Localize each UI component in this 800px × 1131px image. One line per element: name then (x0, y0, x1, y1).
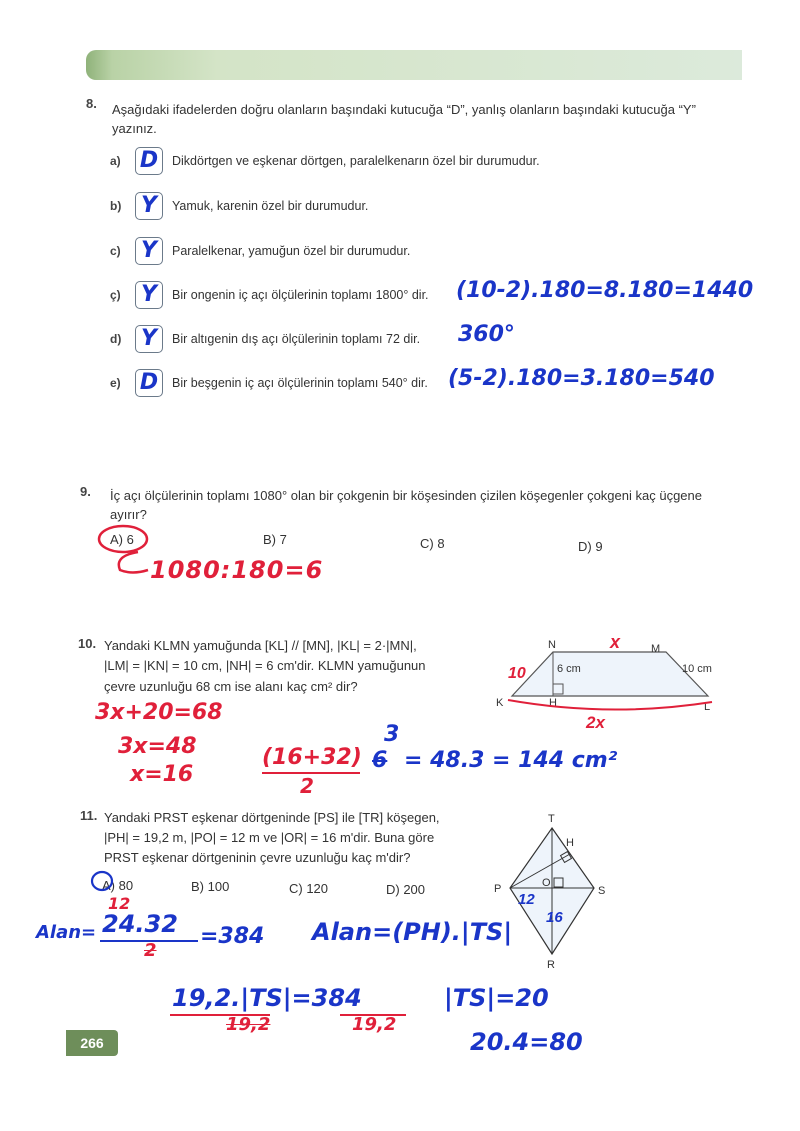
q8-statement: Paralelkenar, yamuğun özel bir durumudur. (172, 244, 411, 258)
q10-area-main: (16+32) (262, 745, 362, 770)
label-o: O (542, 877, 551, 889)
q8-item-letter: ç) (110, 288, 121, 302)
q11-top: 24.32 (102, 910, 178, 938)
label-m: M (651, 643, 661, 655)
q8-statement: Bir ongenin iç açı ölçülerinin toplamı 1800° dir. (172, 288, 429, 302)
label-k: K (496, 697, 504, 709)
q8-answer-box[interactable] (135, 325, 163, 353)
label-n: N (548, 639, 556, 651)
q8-item-letter: c) (110, 244, 121, 258)
q10-area-div: 2 (300, 774, 314, 798)
q8-answer-box[interactable] (135, 237, 163, 265)
label-t: T (548, 813, 555, 825)
q11-line-2: |PH| = 19,2 m, |PO| = 12 m ve |OR| = 16 m'dir. Buna göre (104, 830, 435, 845)
q10-eq2: 3x=48 (118, 734, 197, 759)
q11-answer-circle (88, 868, 116, 894)
q9-work: 1080:180=6 (150, 556, 324, 584)
q10-six: 6 (372, 748, 388, 773)
q8-answer: Y (141, 282, 157, 307)
q9-option-a[interactable]: A) 6 (110, 532, 134, 547)
hw-10: 10 (508, 665, 526, 682)
q11-option-c[interactable]: C) 120 (289, 881, 329, 896)
hw-12: 12 (518, 891, 535, 908)
q11-ts: |TS|=20 (444, 984, 549, 1012)
hw-x: x (610, 632, 621, 652)
q8-statement: Dikdörtgen ve eşkenar dörtgen, paralelkenarın özel bir durumudur. (172, 154, 540, 168)
label-h: H (549, 697, 557, 709)
q8-answer: Y (141, 326, 157, 351)
q8-answer: D (139, 148, 159, 173)
q8-item-letter: e) (110, 376, 121, 390)
label-s: S (598, 885, 606, 897)
trapezoid-figure (490, 630, 730, 730)
q11-alan-label: Alan= (36, 922, 97, 943)
q11-den2b: 19,2 (352, 1014, 397, 1035)
q8-answer-box[interactable] (135, 281, 163, 309)
q11-line-1: Yandaki PRST eşkenar dörtgeninde [PS] ile [TR] köşegen, (104, 810, 440, 825)
q11-res1: =384 (200, 924, 265, 949)
q10-line-2: |LM| = |KN| = 10 cm, |NH| = 6 cm'dir. KLMN yamuğunun (104, 658, 426, 673)
section-banner (86, 50, 742, 80)
q8-number: 8. (86, 96, 97, 111)
q8-answer: Y (141, 193, 157, 218)
q11-option-b[interactable]: B) 100 (191, 879, 230, 894)
q11-option-a[interactable]: A) 80 (102, 878, 134, 893)
q8-answer-box[interactable] (135, 192, 163, 220)
q10-eq1: 3x+20=68 (95, 700, 223, 725)
q10-three: 3 (384, 722, 400, 747)
hw-2x: 2x (586, 713, 605, 730)
q9-text: İç açı ölçülerinin toplamı 1080° olan bir çokgenin bir köşesinden çizilen köşegenler çokgeni kaç üçgene ayırır? (110, 488, 702, 522)
q9-number: 9. (80, 484, 91, 499)
q8-answer: D (139, 370, 159, 395)
trapezoid-shape (512, 652, 708, 696)
q10-line-1: Yandaki KLMN yamuğunda [KL] // [MN], |KL| = 2·|MN|, (104, 638, 417, 653)
q9-option-d[interactable]: D) 9 (578, 539, 603, 554)
label-r: R (547, 959, 555, 968)
hw-16: 16 (546, 909, 563, 926)
q11-number: 11. (80, 808, 98, 823)
label-lm: 10 cm (682, 663, 712, 675)
q10-number: 10. (78, 636, 97, 651)
q8-statement: Bir altıgenin dış açı ölçülerinin toplamı 72 dir. (172, 332, 421, 346)
label-p: P (494, 883, 502, 895)
q11-den: 2 (144, 940, 157, 961)
q8-text: Aşağıdaki ifadelerden doğru olanların başındaki kutucuğa “D”, yanlış olanların başındaki kutucuğa “Y” yazınız. (112, 102, 696, 136)
q8-item-letter: d) (110, 332, 122, 346)
q8-statement: Yamuk, karenin özel bir durumudur. (172, 199, 369, 213)
q8-item-letter: a) (110, 154, 121, 168)
q8-statement: Bir beşgenin iç açı ölçülerinin toplamı 540° dir. (172, 376, 428, 390)
label-nh: 6 cm (557, 663, 581, 675)
q11-den2a: 19,2 (226, 1014, 271, 1035)
q11-small12: 12 (108, 894, 131, 913)
q10-line-3: çevre uzunluğu 68 cm ise alanı kaç cm² dir? (104, 679, 358, 694)
label-h: H (566, 837, 574, 849)
q9-option-b[interactable]: B) 7 (263, 532, 287, 547)
page-number: 266 (66, 1030, 118, 1056)
q9-option-c[interactable]: C) 8 (420, 536, 445, 551)
q11-final: 20.4=80 (470, 1028, 583, 1056)
q10-eq3: x=16 (130, 762, 194, 787)
q11-line-3: PRST eşkenar dörtgeninin çevre uzunluğu kaç m'dir? (104, 850, 411, 865)
q11-option-d[interactable]: D) 200 (386, 882, 426, 897)
q8-answer-box[interactable] (135, 369, 163, 397)
q8-answer: Y (141, 238, 157, 263)
q8-answer-box[interactable] (135, 147, 163, 175)
q8-work: (10-2).180=8.180=1440 (456, 278, 754, 303)
q8-work: 360° (458, 322, 515, 347)
q11-line2: 19,2.|TS|=384 (172, 984, 362, 1012)
q8-item-letter: b) (110, 199, 122, 213)
q10-area-eq: = 48.3 = 144 cm² (404, 748, 618, 773)
label-l: L (704, 701, 711, 713)
q8-work: (5-2).180=3.180=540 (448, 366, 715, 391)
q11-alan2: Alan=(PH).|TS| (312, 918, 513, 946)
